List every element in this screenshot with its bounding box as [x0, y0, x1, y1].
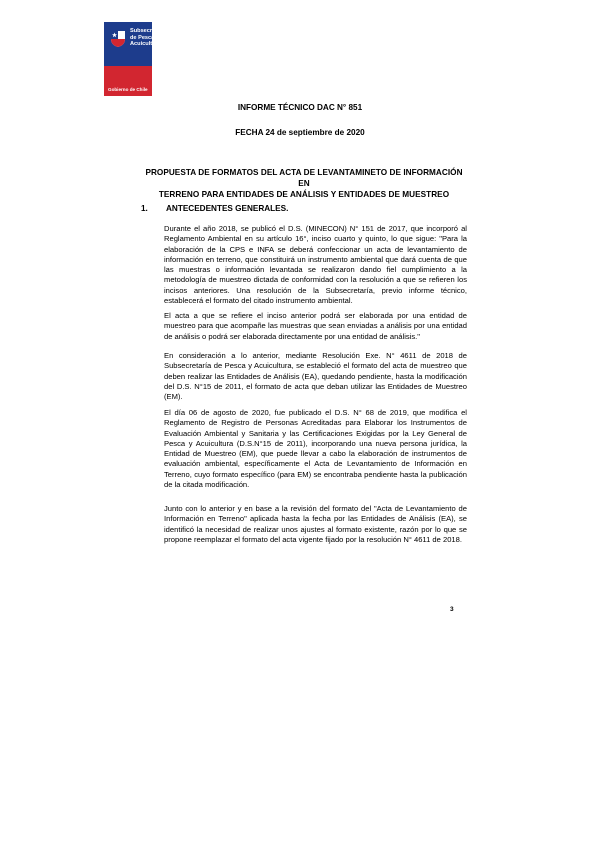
- paragraph: Durante el año 2018, se publicó el D.S. (MINECON) N° 151 de 2017, que incorporó al Reglamento Ambiental en su artículo 16°, inciso cuarto y quinto, lo que sigue: "Para la elaboración de la CPS e INFA se deberá confeccionar un acta de levantamiento de información en terreno, que constituirá un instrumento ambiental que dará cuenta de que las muestras o información levantada se realizaron dando fiel cumplimiento a la metodología de muestreo dictada de conformidad con la resolución a que se refieren los incisos anteriores. Una resolución de la Subsecretaría, previo informe técnico, establecerá el formato del citado instrumento ambiental.: [164, 224, 467, 305]
- paragraph: El día 06 de agosto de 2020, fue publicado el D.S. N° 68 de 2019, que modifica el Reglamento de Registro de Personas Acreditadas para Elaborar los Instrumentos de Evaluación Ambiental y Sanitaria y las Certificaciones Exigidas por la Ley General de Pesca y Acuicultura (D.S.N°15 de 2011), incorporando una nueva persona jurídica, la Entidad de Muestreo (EM), que puede llevar a cabo la elaboración de instrumentos de evaluación ambiental, específicamente el Acta de Levantamiento de Información en Terreno, cuyo formato específico (para EM) se encontraba pendiente hasta la publicación de la citada modificación.: [164, 408, 467, 489]
- logo-line: de Pesca y: [130, 34, 159, 41]
- logo-line: Subsecretaría: [130, 28, 168, 34]
- subpesca-logo: [104, 22, 168, 96]
- proposal-title-line: PROPUESTA DE FORMATOS DEL ACTA DE LEVANTAMINETO DE INFORMACIÓN EN: [145, 168, 463, 188]
- logo-gobierno: Gobierno de Chile: [108, 87, 148, 92]
- proposal-title: [140, 167, 468, 200]
- section-number: 1.: [141, 204, 148, 213]
- paragraph: Junto con lo anterior y en base a la revisión del formato del "Acta de Levantamiento de Información en Terreno" aplicada hasta la fecha por las Entidades de Análisis (EA), se identificó la necesidad de realizar unos ajustes al formato existente, razón por lo que se propone reemplazar el formato del acta vigente fijado por la resolución N° 4611 de 2018.: [164, 504, 467, 544]
- paragraph: El acta a que se refiere el inciso anterior podrá ser elaborada por una entidad de muestreo para que acompañe las muestras que sean enviadas a análisis por una entidad de análisis o podrá ser elaborada directamente por una entidad de análisis.": [164, 311, 467, 341]
- chile-emblem-icon: [108, 28, 128, 48]
- page-number: 3: [450, 606, 454, 613]
- logo-line: Acuicultura: [130, 41, 161, 48]
- logo-text: [130, 28, 168, 48]
- paragraph: En consideración a lo anterior, mediante Resolución Exe. N° 4611 de 2018 de Subsecretaría de Pesca y Acuicultura, se estableció el formato del acta de muestreo que deben realizar las Entidades de Análisis (EA), quedando pendiente, hasta la modificación del D.S. N°15 de 2011, el formato de acta que deban utilizar las Entidades de Muestreo (EM).: [164, 351, 467, 401]
- section-title: ANTECEDENTES GENERALES.: [166, 204, 289, 213]
- report-title: INFORME TÉCNICO DAC N° 851: [237, 103, 363, 112]
- proposal-title-line: TERRENO PARA ENTIDADES DE ANÁLISIS Y ENTIDADES DE MUESTREO: [158, 190, 450, 199]
- report-date: FECHA 24 de septiembre de 2020: [235, 128, 365, 137]
